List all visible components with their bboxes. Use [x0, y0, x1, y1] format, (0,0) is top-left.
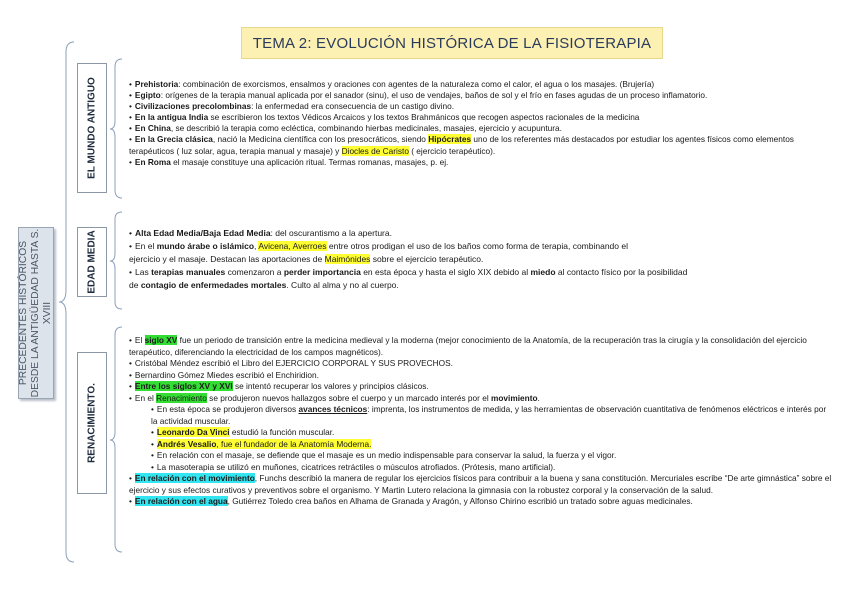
main-brace — [58, 40, 78, 565]
section-label-s1: EL MUNDO ANTIGUO — [86, 77, 98, 179]
list-item: • En el mundo árabe o islámico, Avicena, Averroes entre otros prodigan el uso de los baños como forma de terapia, combinando el ejercicio y el masaje. Destacan las aportaciones de Maimónides sobre el ejercicio terapéutico. — [129, 241, 628, 264]
section-label-box-s1 — [77, 63, 107, 193]
page-title: TEMA 2: EVOLUCIÓN HISTÓRICA DE LA FISIOTERAPIA — [241, 27, 663, 59]
list-item: • Cristóbal Méndez escribió el Libro del EJERCICIO CORPORAL Y SUS PROVECHOS. — [129, 358, 453, 368]
list-item: • En China, se describió la terapia como ecléctica, combinando hierbas medicinales, masajes, ejercicio y acupuntura. — [129, 123, 562, 134]
section-label-box-s3 — [77, 352, 107, 494]
section-label-s2: EDAD MEDIA — [86, 230, 98, 294]
main-label: PRECEDENTES HISTÓRICOS DESDE LA ANTIGÜEDAD HASTA S. XVIII — [18, 228, 53, 398]
section-s2-content — [129, 227, 834, 292]
brace-s3 — [109, 326, 125, 554]
list-item: • Bernardino Gómez Miedes escribió el Enchiridion. — [129, 369, 319, 380]
section-label-box-s2 — [77, 227, 107, 297]
list-item: • En relación con el movimiento, Funchs describió la manera de regular los ejercicios físicos para contribuir a la buena y sana constitución. Mercuriales escribe “De arte gimnástica” sobre el ejercicio y sus efectos curativos y preventivos sobre el organismo. Y Martin Lutero relaciona la gimnasia con la robustez corporal y la conservación de la salud. — [129, 473, 832, 495]
list-item: • Prehistoria: combinación de exorcismos, ensalmos y oraciones con agentes de la naturaleza como el calor, el agua o los masajes. (Brujería) — [129, 79, 655, 89]
list-item: • En la antigua India se escribieron los textos Védicos Arcaicos y los textos Brahmánicos que recogen aspectos racionales de la medicina — [129, 112, 640, 123]
section-s1-content — [129, 79, 834, 168]
section-s3-content — [129, 335, 834, 508]
list-item: • En la Grecia clásica, nació la Medicina científica con los presocráticos, siendo Hipócrates uno de los referentes más destacados por estudiar los agentes físicos como elementos terapéuticos ( luz solar, agua, terapia manual y masaje) y Diocles de Caristo ( ejercicio terapéutico). — [129, 134, 794, 156]
main-label-box — [18, 227, 54, 399]
list-item: • En el Renacimiento se produjeron nuevos hallazgos sobre el cuerpo y un marcado interés por el movimiento. — [129, 392, 540, 403]
brace-s2 — [109, 211, 125, 311]
section-label-s3: RENACIMIENTO. — [86, 383, 98, 463]
list-item: • Andrés Vesalio, fue el fundador de la Anatomía Moderna. — [151, 438, 372, 449]
list-item: • En relación con el masaje, se defiende que el masaje es un medio indispensable para conservar la salud, la fuerza y el vigor. — [151, 450, 617, 460]
brace-s1 — [109, 58, 125, 200]
list-item: • En esta época se produjeron diversos avances técnicos: imprenta, los instrumentos de medida, y las herramientas de observación cuantitativa de fenómenos eléctricos e interés por la actividad muscular. — [151, 404, 827, 426]
list-item: • El siglo XV fue un periodo de transición entre la medicina medieval y la moderna (mejor conocimiento de la Anatomía, de la recuperación tras la cirugía y la consolidación del ejercicio terapéutico, diferenciando la electricidad de los campos magnéticos). — [129, 335, 807, 357]
list-item: • Leonardo Da Vinci estudió la función muscular. — [151, 427, 335, 437]
list-item: • Entre los siglos XV y XVI se intentó recuperar los valores y principios clásicos. — [129, 381, 429, 391]
list-item: • Egipto: orígenes de la terapia manual aplicada por el sanador (sinu), el uso de vendajes, baños de sol y el frío en fases agudas de un proceso inflamatorio. — [129, 90, 708, 101]
list-item: • Las terapias manuales comenzaron a perder importancia en esta época y hasta el siglo XIX debido al miedo al contacto físico por la posibilidad de contagio de enfermedades mortales. Culto al alma y no al cuerpo. — [129, 267, 688, 290]
list-item: • La masoterapia se utilizó en muñones, cicatrices retráctiles o músculos atrofiados. (Prótesis, mano artificial). — [151, 461, 556, 472]
list-item: • En relación con el agua, Gutiérrez Toledo crea baños en Alhama de Granada y Aragón, y Alfonso Chirino escribió un tratado sobre aguas medicinales. — [129, 496, 693, 506]
list-item: • En Roma el masaje constituye una aplicación ritual. Termas romanas, masajes, p. ej. — [129, 156, 449, 167]
list-item: • Civilizaciones precolombinas: la enfermedad era consecuencia de un castigo divino. — [129, 101, 455, 112]
list-item: • Alta Edad Media/Baja Edad Media: del oscurantismo a la apertura. — [129, 228, 392, 238]
